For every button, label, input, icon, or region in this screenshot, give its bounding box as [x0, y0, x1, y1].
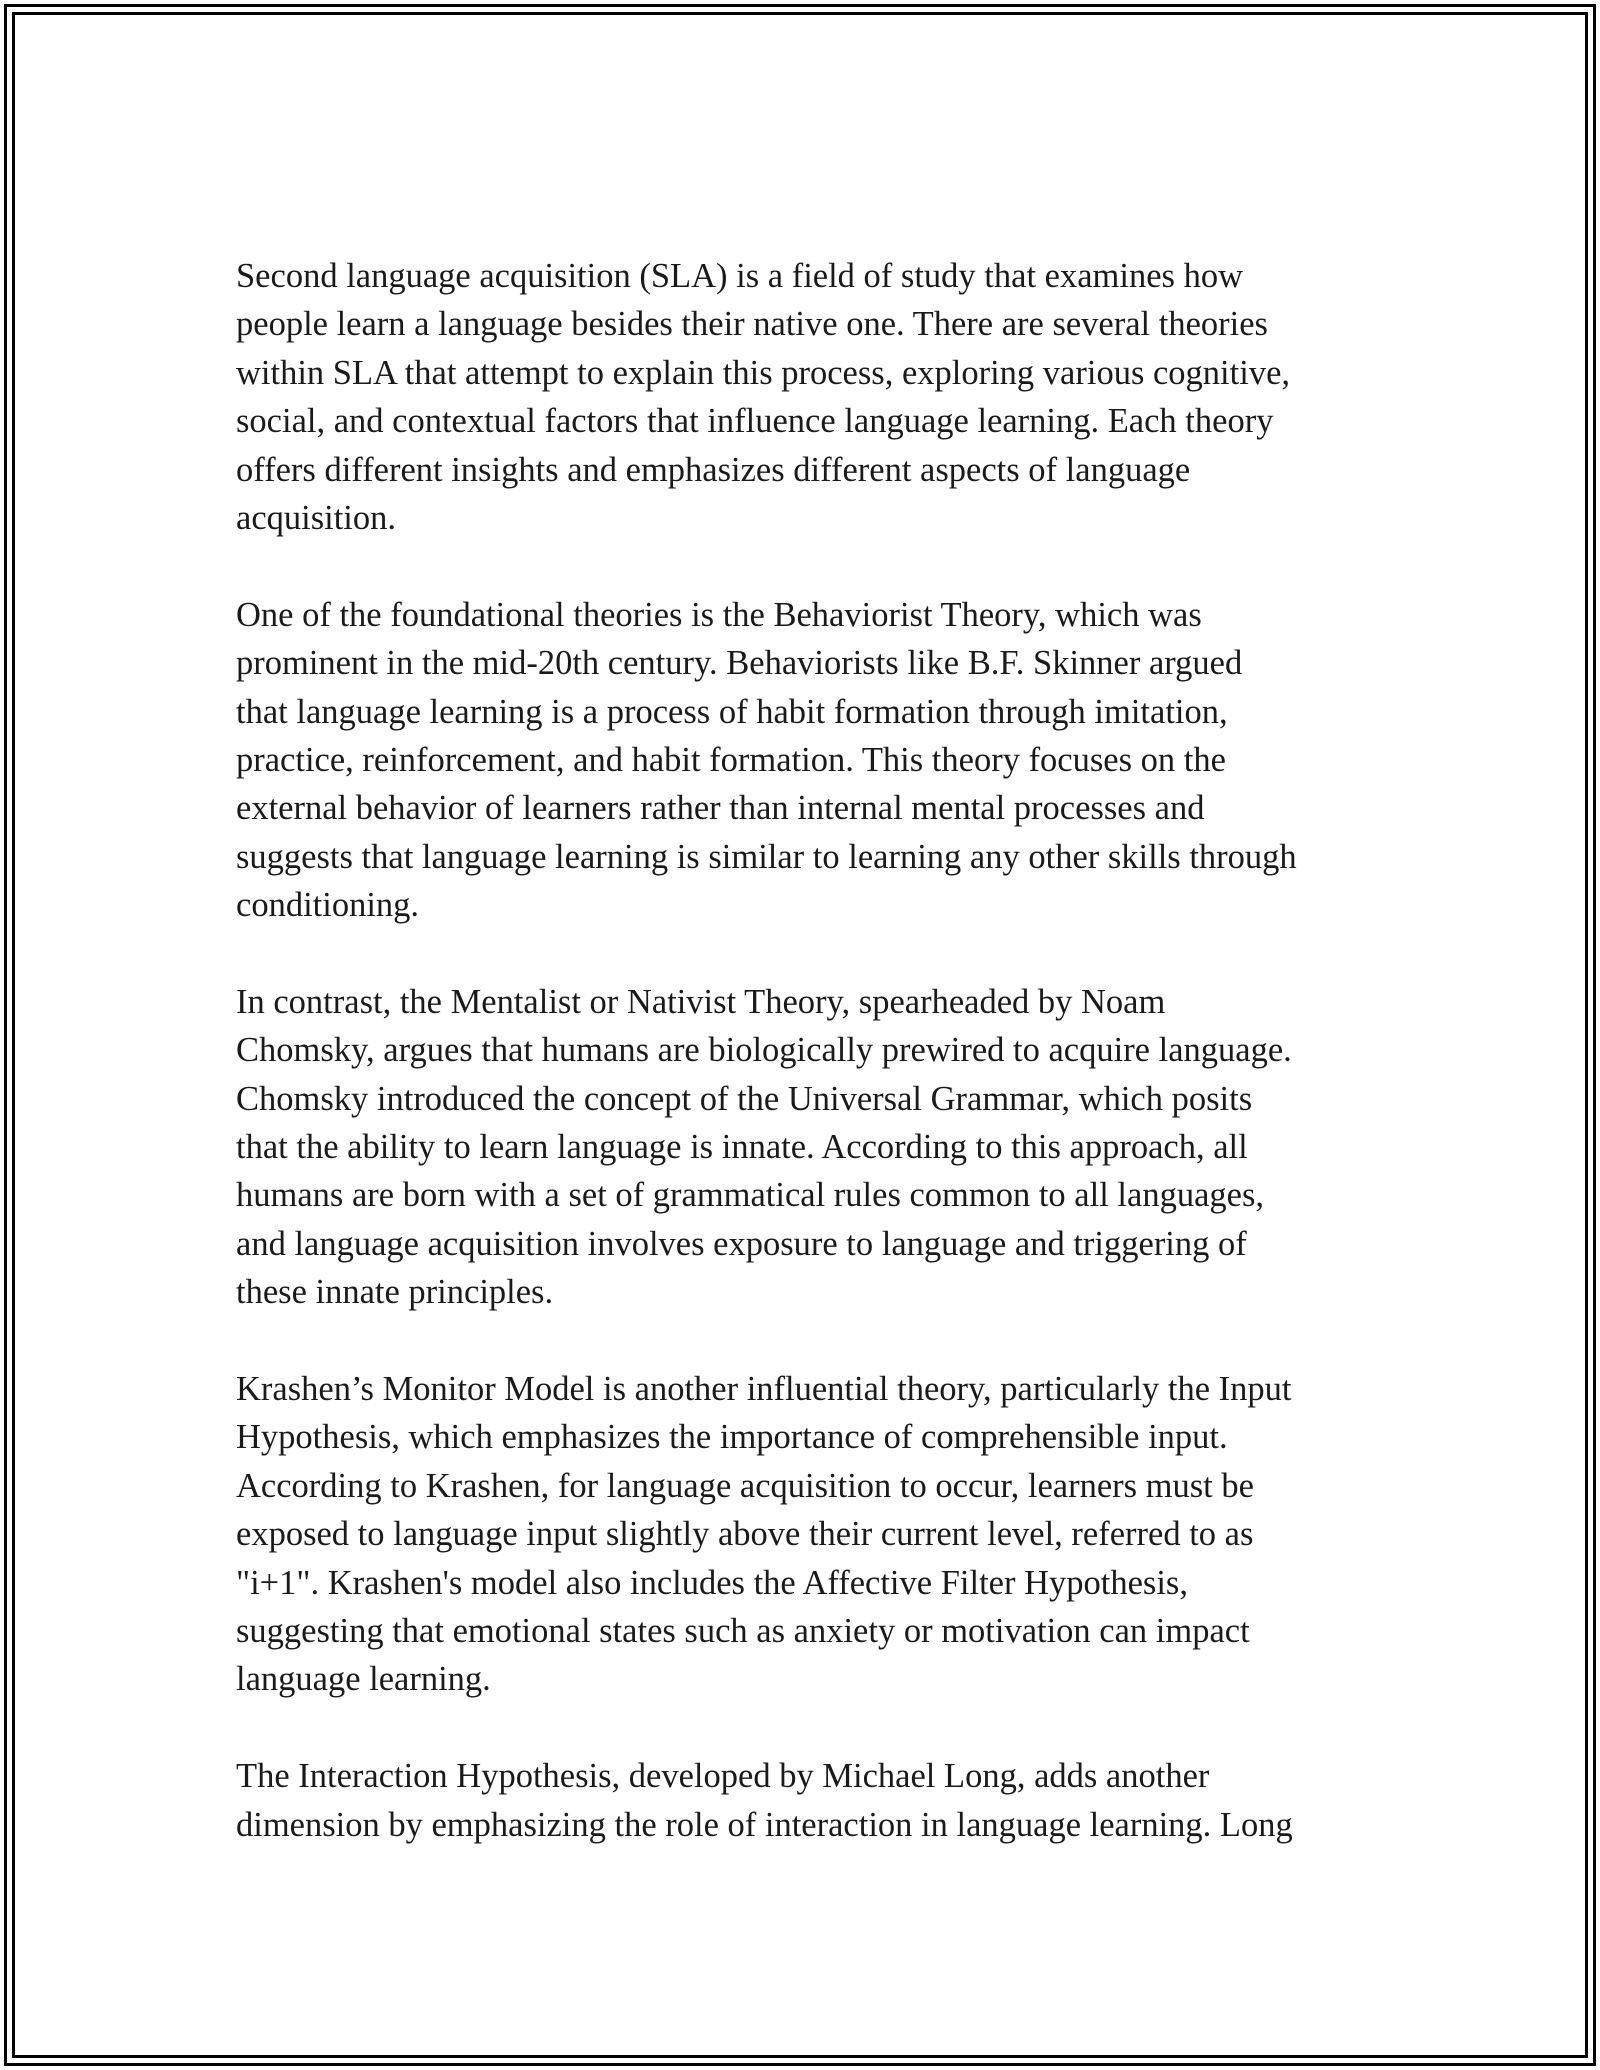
text-line: Hypothesis, which emphasizes the importance of comprehensible input. [236, 1418, 1228, 1457]
text-line: that language learning is a process of habit formation through imitation, [236, 692, 1228, 731]
text-line: Second language acquisition (SLA) is a field of study that examines how [236, 257, 1243, 295]
text-line: According to Krashen, for language acquisition to occur, learners must be [236, 1466, 1254, 1505]
text-line: that the ability to learn language is innate. According to this approach, all [236, 1128, 1248, 1167]
text-line: dimension by emphasizing the role of interaction in language learning. Long [236, 1805, 1293, 1844]
text-line: social, and contextual factors that influence language learning. Each theory [236, 402, 1274, 441]
text-line: In contrast, the Mentalist or Nativist Theory, spearheaded by Noam [236, 982, 1166, 1021]
text-line: acquisition. [236, 498, 397, 537]
text-line: One of the foundational theories is the Behaviorist Theory, which was [236, 595, 1202, 634]
text-line: Krashen’s Monitor Model is another influential theory, particularly the Input [236, 1369, 1292, 1408]
text-line: Chomsky introduced the concept of the Universal Grammar, which posits [236, 1079, 1253, 1118]
text-line: offers different insights and emphasizes different aspects of language [236, 450, 1191, 489]
paragraph-behaviorist-theory [236, 591, 1376, 930]
text-line: humans are born with a set of grammatical rules common to all languages, [236, 1176, 1264, 1215]
text-line: practice, reinforcement, and habit formation. This theory focuses on the [236, 740, 1226, 779]
text-line: people learn a language besides their native one. There are several theories [236, 305, 1268, 344]
text-line: prominent in the mid-20th century. Behaviorists like B.F. Skinner argued [236, 644, 1243, 683]
text-line: these innate principles. [236, 1273, 554, 1312]
text-line: suggests that language learning is similar to learning any other skills through [236, 837, 1297, 876]
text-line: language learning. [236, 1660, 491, 1699]
text-line: external behavior of learners rather than internal mental processes and [236, 789, 1205, 828]
paragraph-nativist-theory [236, 978, 1376, 1317]
text-line: and language acquisition involves exposure to language and triggering of [236, 1224, 1247, 1263]
paragraph-monitor-model [236, 1365, 1376, 1704]
text-line: "i+1". Krashen's model also includes the Affective Filter Hypothesis, [236, 1563, 1188, 1602]
text-line: exposed to language input slightly above their current level, referred to as [236, 1515, 1254, 1554]
text-line: suggesting that emotional states such as anxiety or motivation can impact [236, 1611, 1250, 1650]
text-line: Chomsky, argues that humans are biologically prewired to acquire language. [236, 1031, 1292, 1070]
text-line: The Interaction Hypothesis, developed by Michael Long, adds another [236, 1757, 1210, 1796]
paragraph-sla-intro [236, 252, 1376, 542]
paragraph-interaction-hypothesis [236, 1752, 1376, 1849]
document-body [236, 252, 1376, 1897]
text-line: conditioning. [236, 886, 420, 925]
text-line: within SLA that attempt to explain this process, exploring various cognitive, [236, 353, 1291, 392]
